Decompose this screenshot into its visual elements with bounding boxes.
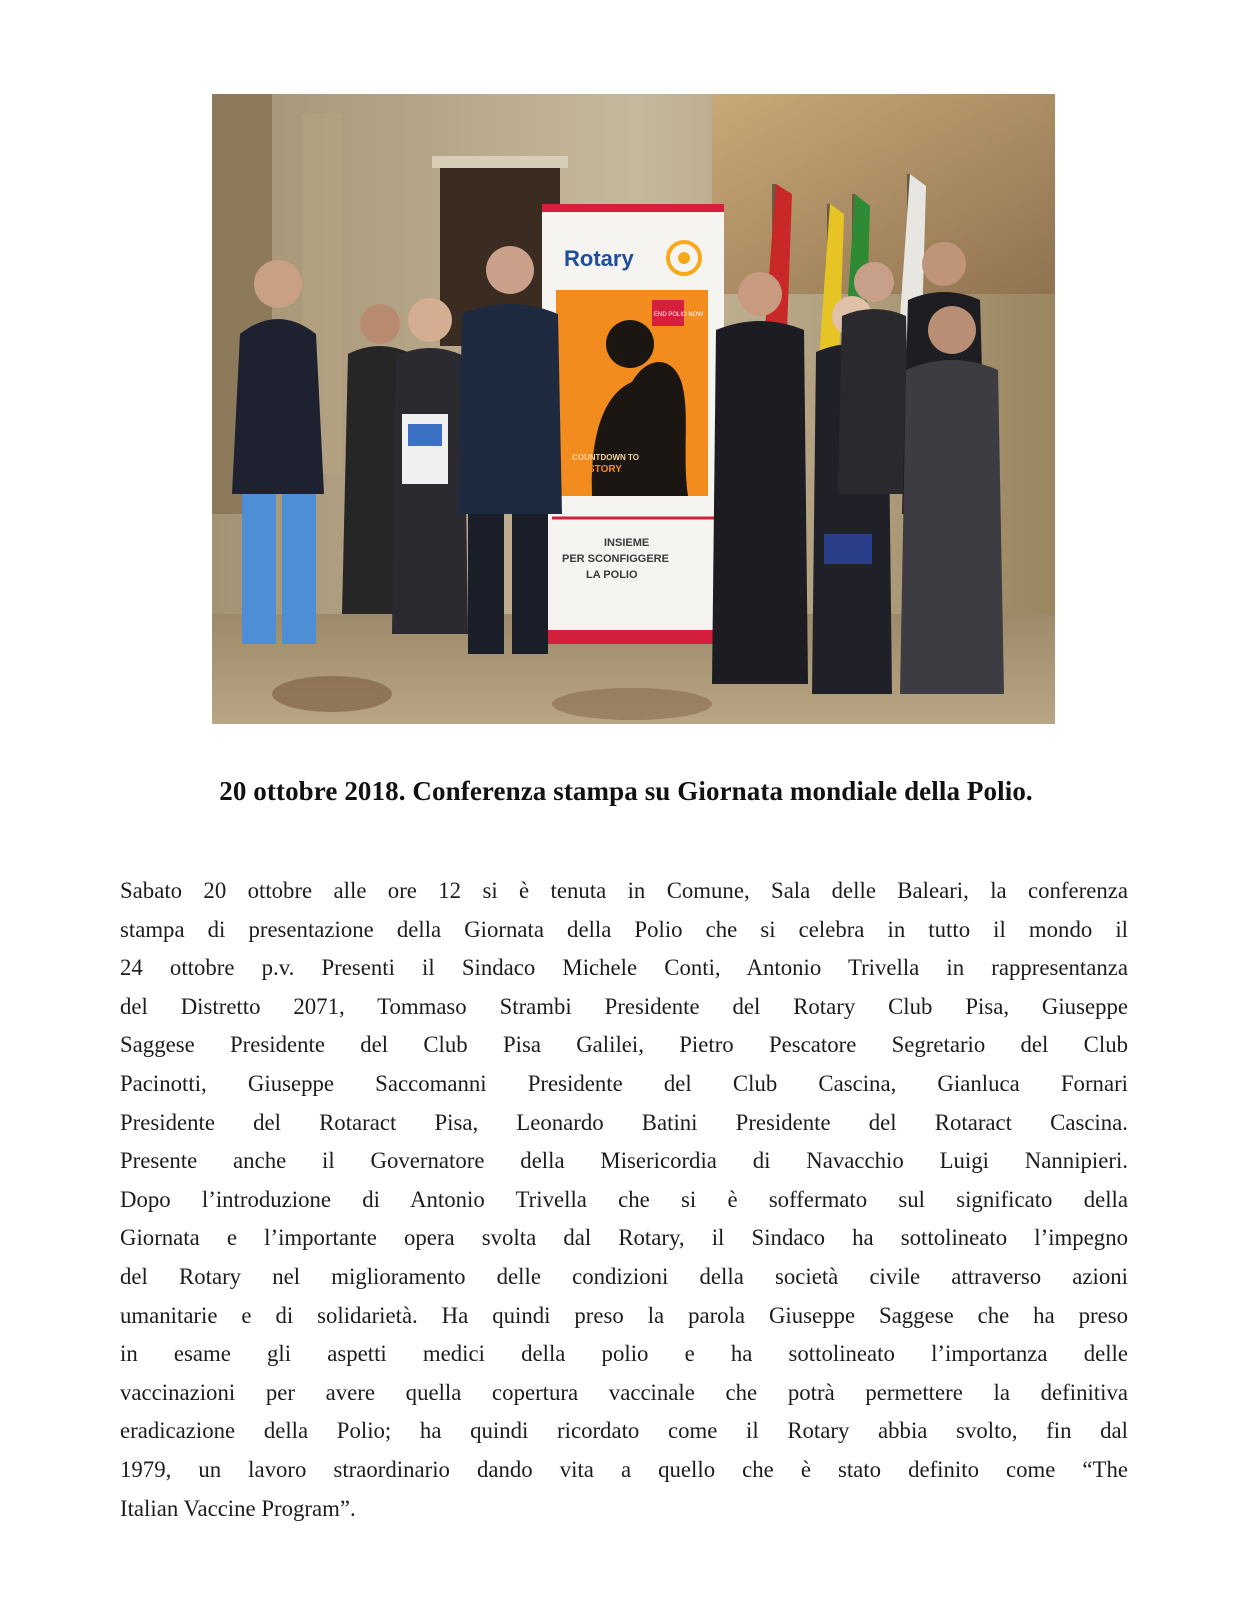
paragraph-line: del Rotary nel miglioramento delle condizioni della società civile attraverso azioni [120, 1263, 1128, 1289]
banner-slogan-2: PER SCONFIGGERE [562, 553, 669, 565]
paragraph-line: 24 ottobre p.v. Presenti il Sindaco Michele Conti, Antonio Trivella in rappresentanza [120, 955, 1128, 981]
paragraph-line: del Distretto 2071, Tommaso Strambi Presidente del Rotary Club Pisa, Giuseppe [120, 993, 1128, 1019]
paragraph-line: eradicazione della Polio; ha quindi ricordato come il Rotary abbia svolto, fin dal [120, 1418, 1128, 1444]
paragraph-line: Pacinotti, Giuseppe Saccomanni Presidente del Club Cascina, Gianluca Fornari [120, 1070, 1128, 1096]
paragraph-line: Italian Vaccine Program”. [120, 1495, 356, 1521]
page-title: 20 ottobre 2018. Conferenza stampa su Giornata mondiale della Polio. [219, 776, 1033, 806]
banner-slogan-1: INSIEME [604, 537, 650, 549]
banner-slogan-3: LA POLIO [586, 569, 638, 581]
paragraph-line: Presidente del Rotaract Pisa, Leonardo Batini Presidente del Rotaract Cascina. [120, 1109, 1128, 1135]
paragraph-line: Sabato 20 ottobre alle ore 12 si è tenuta in Comune, Sala delle Baleari, la conferenza [120, 878, 1128, 903]
poster-title-line2: HISTORY [578, 464, 622, 475]
paragraph-line: Dopo l’introduzione di Antonio Trivella che si è soffermato sul significato della [120, 1186, 1128, 1212]
paragraph-line: Presente anche il Governatore della Misericordia di Navacchio Luigi Nannipieri. [120, 1148, 1128, 1174]
paragraph-line: stampa di presentazione della Giornata della Polio che si celebra in tutto il mondo il [120, 916, 1128, 942]
paragraph-line: vaccinazioni per avere quella copertura vaccinale che potrà permettere la definitiva [120, 1379, 1128, 1405]
paragraph-line: umanitarie e di solidarietà. Ha quindi preso la parola Giuseppe Saggese che ha preso [120, 1302, 1128, 1328]
paragraph-line: Saggese Presidente del Club Pisa Galilei, Pietro Pescatore Segretario del Club [120, 1032, 1128, 1058]
paragraph-line: in esame gli aspetti medici della polio e ha sottolineato l’importanza delle [120, 1341, 1128, 1367]
poster-title-line1: COUNTDOWN TO [572, 453, 639, 462]
paragraph-line: 1979, un lavoro straordinario dando vita a quello che è stato definito come “The [120, 1456, 1128, 1482]
group-photo-illustration [212, 94, 1055, 724]
poster-badge: END POLIO NOW [654, 312, 704, 318]
rotary-banner [542, 204, 724, 644]
press-conference-photo [212, 94, 1055, 724]
banner-brand: Rotary [564, 246, 634, 271]
article-paragraph [120, 872, 1128, 1528]
paragraph-line: Giornata e l’importante opera svolta dal Rotary, il Sindaco ha sottolineato l’impegno [120, 1225, 1128, 1251]
